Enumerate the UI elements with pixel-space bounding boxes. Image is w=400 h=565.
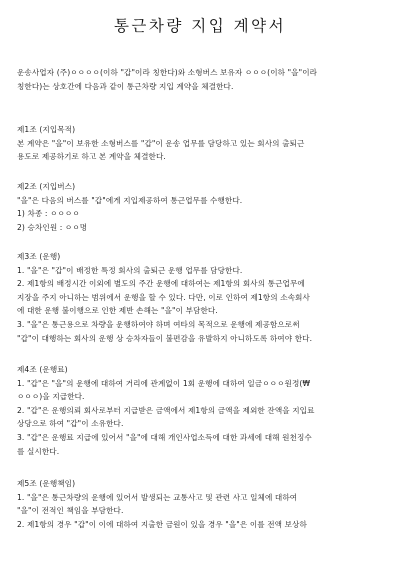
article-1-heading: 제1조 (지입목적): [17, 125, 76, 134]
article-1-line: 본 계약은 "을"이 보유한 소형버스를 "갑"이 운송 업무를 담당하고 있는 회사의 출퇴근: [17, 138, 305, 148]
intro-line: 운송사업자 (주)ㅇㅇㅇㅇ(이하 "갑"이라 칭한다)와 소형버스 보유자 ㅇㅇㅇ(이하 "을"이라: [17, 68, 318, 77]
article-5: [17, 477, 385, 531]
article-3-line: 3. "을"은 통근용으로 차량을 운행하여야 하며 여타의 목적으로 운행에 제공함으로써: [17, 319, 300, 329]
article-2-heading: 제2조 (지입버스): [17, 182, 76, 191]
article-4-line: 2. "갑"은 운행의뢰 회사로부터 지급받은 금액에서 제1항의 금액을 제외한 잔액을 지입료: [17, 405, 315, 415]
article-3-line: 2. 제1항의 배정시간 이외에 별도의 주간 운행에 대하여는 제1항의 회사의 통근업무에: [17, 279, 305, 289]
article-3-heading: 제3조 (운행): [17, 252, 61, 261]
article-4-line: 3. "갑"은 운행료 지급에 있어서 "을"에 대해 개인사업소득에 대한 과세에 대해 원천징수: [17, 432, 312, 442]
article-4: [17, 363, 385, 458]
article-2-line: 1) 차종 : ㅇㅇㅇㅇ: [17, 209, 80, 219]
article-1: [17, 123, 385, 164]
article-5-line: 1. "을"은 통근차량의 운행에 있어서 발생되는 교통사고 및 관련 사고 일체에 대하여: [17, 492, 298, 502]
article-3-line: "갑"이 대행하는 회사의 운행 상 승차자들이 불편감을 유발하지 아니하도록 하여야 한다.: [17, 333, 313, 343]
article-3: [17, 250, 385, 345]
article-2-line: 2) 승차인원 : ㅇㅇ명: [17, 222, 88, 232]
article-4-line: 를 실시한다.: [17, 446, 60, 456]
document-title: 통근차량 지입 계약서: [113, 17, 287, 35]
article-3-line: 지장을 주지 아니하는 범위에서 운행을 할 수 있다. 다만, 이로 인하여 제1항의 소속회사: [17, 292, 310, 302]
article-5-line: "을"이 전적인 책임을 부담한다.: [17, 506, 124, 516]
article-1-line: 용도로 제공하기로 하고 본 계약을 체결한다.: [17, 152, 166, 162]
article-5-line: 2. 제1항의 경우 "갑"이 이에 대하여 지출한 금원이 있을 경우 "을"은 이를 전액 보상하: [17, 519, 307, 529]
article-5-heading: 제5조 (운행책임): [17, 479, 76, 488]
intro-line: 칭한다)는 상호간에 다음과 같이 통근차량 지입 계약을 체결한다.: [17, 81, 234, 91]
article-3-line: 1. "을"은 "갑"이 배정한 특정 회사의 출퇴근 운행 업무를 담당한다.: [17, 265, 243, 275]
article-4-line: 상당으로 하여 "갑"이 소유한다.: [17, 419, 124, 429]
article-2: [17, 180, 385, 234]
intro-paragraph: [17, 66, 385, 93]
article-4-line: 1. "갑"은 "을"의 운행에 대하여 거리에 관계없이 1회 운행에 대하여 일금ㅇㅇㅇ원정(₩: [17, 378, 311, 388]
article-3-line: 에 대한 운행 불이행으로 인한 제반 손해는 "을"이 부담한다.: [17, 306, 218, 316]
article-4-line: ㅇㅇㅇ)을 지급한다.: [17, 392, 85, 402]
article-2-line: "을"은 다음의 버스를 "갑"에게 지입제공하여 통근업무를 수행한다.: [17, 195, 243, 205]
article-4-heading: 제4조 (운행료): [17, 365, 68, 374]
